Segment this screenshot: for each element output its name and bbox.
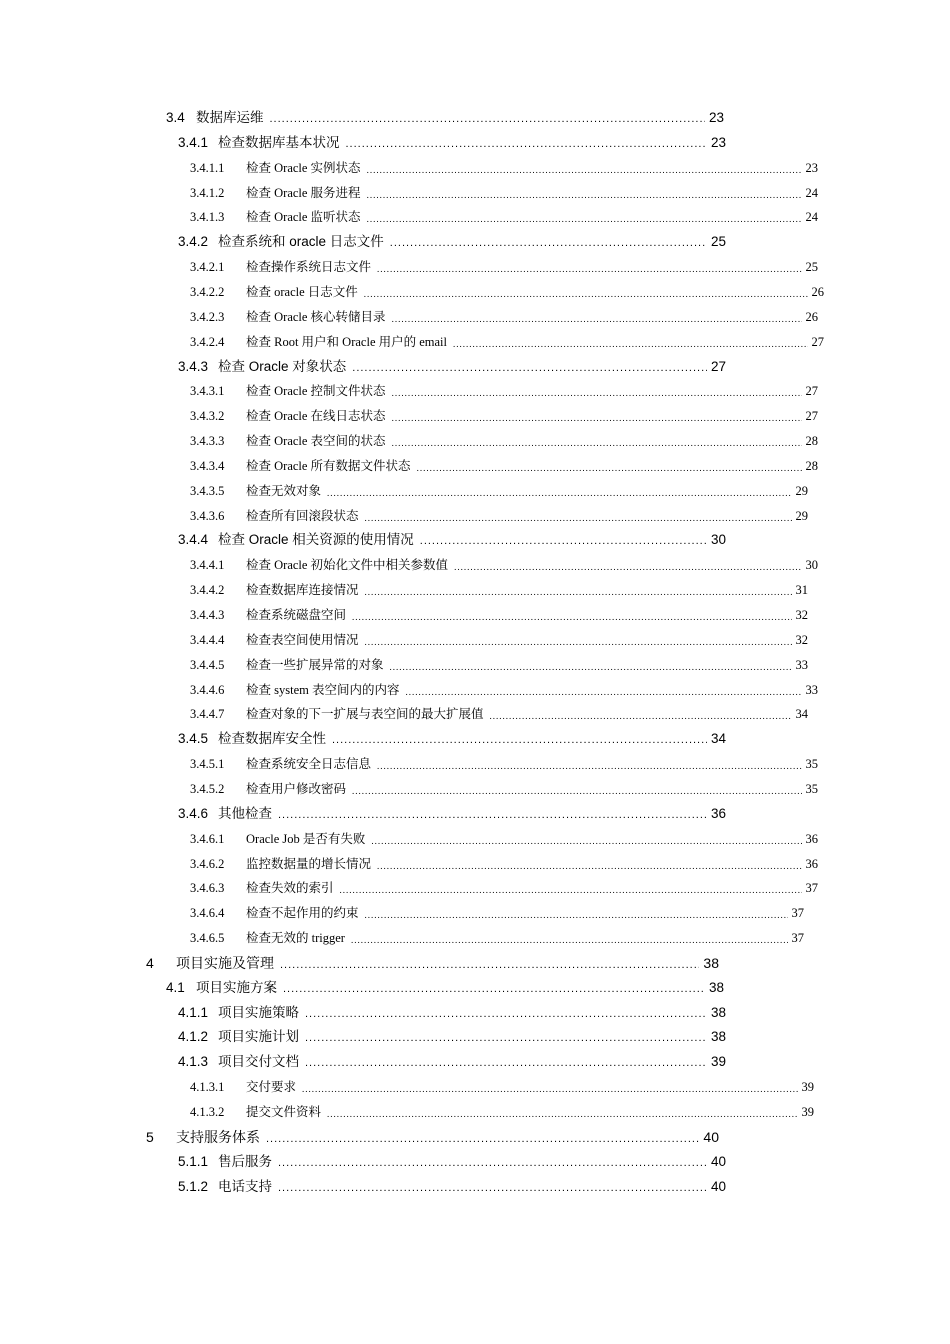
toc-entry-page: 27 [805,409,818,424]
toc-entry[interactable] [190,628,808,652]
toc-entry-page: 30 [805,558,818,573]
toc-entry-number: 4.1.3.2 [190,1105,225,1119]
toc-dot-leader [365,510,792,523]
toc-entry-title: 检查 Oracle 对象状态 [218,358,347,374]
toc-dot-leader [302,1082,797,1095]
toc-entry-title: 检查系统和 oracle 日志文件 [218,234,384,250]
toc-entry[interactable] [178,1150,726,1174]
toc-entry-title: 检查系统安全日志信息 [246,757,372,772]
toc-entry[interactable] [190,280,824,304]
toc-entry-number: 3.4.1.1 [190,160,225,175]
toc-entry[interactable] [178,802,726,826]
toc-entry[interactable] [190,926,804,950]
toc-entry-title: 检查 Oracle 相关资源的使用情况 [218,532,414,548]
toc-entry-number: 4.1.3 [178,1054,209,1070]
toc-entry[interactable] [146,951,719,975]
toc-entry-page: 27 [811,334,824,349]
toc-entry[interactable] [190,603,808,627]
toc-entry-title: 检查 Oracle 服务进程 [246,185,361,200]
toc-dot-leader [365,585,792,598]
toc-entry[interactable] [190,578,808,602]
toc-dot-leader [377,858,801,871]
toc-entry-page: 40 [710,1153,726,1169]
toc-entry-page: 39 [801,1105,814,1119]
toc-dot-leader [352,783,801,796]
toc-entry[interactable] [178,1025,726,1049]
toc-entry-number: 3.4.4.5 [190,657,225,672]
toc-entry-page: 32 [795,608,808,622]
toc-entry-title: 交付要求 [246,1080,297,1095]
toc-dot-leader [392,311,802,324]
toc-dot-leader [278,1155,707,1169]
toc-entry[interactable] [178,230,726,254]
toc-entry-number: 4 [146,954,154,971]
toc-entry-title: 检查 Oracle 控制文件状态 [246,384,386,399]
toc-entry[interactable] [166,976,724,1000]
toc-entry-number: 3.4.4.7 [190,707,225,722]
toc-dot-leader [417,460,802,473]
toc-entry-title: 检查系统磁盘空间 [246,608,347,622]
toc-entry-page: 39 [710,1054,726,1070]
toc-dot-leader [367,187,802,200]
toc-dot-leader [392,386,802,399]
toc-entry-title: 检查 Root 用户和 Oracle 用户的 email [246,334,448,349]
toc-entry-number: 3.4.3.1 [190,384,225,399]
toc-entry[interactable] [178,355,726,379]
toc-dot-leader [377,759,801,772]
toc-entry-number: 3.4.2 [178,234,209,250]
toc-entry-title: 检查表空间使用情况 [246,632,359,647]
toc-entry-page: 35 [805,757,818,772]
toc-dot-leader [332,733,707,747]
toc-dot-leader [367,162,802,175]
toc-entry[interactable] [190,752,818,776]
toc-entry-number: 3.4.3.6 [190,508,225,523]
toc-entry-title: 检查数据库基本状况 [218,134,340,150]
toc-entry-page: 39 [801,1080,814,1095]
toc-entry-number: 3.4.5.1 [190,757,225,772]
toc-entry-page: 38 [710,1029,726,1045]
toc-entry-page: 28 [805,434,818,449]
toc-entry-page: 25 [710,234,726,250]
toc-dot-leader [392,436,802,449]
toc-entry-number: 5.1.2 [178,1178,209,1194]
toc-entry[interactable] [146,1125,719,1149]
toc-entry-page: 38 [708,979,724,995]
toc-entry-number: 3.4.6.4 [190,906,225,921]
toc-entry[interactable] [190,653,808,677]
toc-dot-leader [305,1031,707,1045]
toc-entry-number: 3.4.2.2 [190,284,225,299]
toc-entry-page: 37 [791,931,804,946]
toc-entry[interactable] [190,479,808,503]
toc-entry-title: Oracle Job 是否有失败 [246,831,366,846]
toc-entry-title: 检查 Oracle 初始化文件中相关参数值 [246,558,449,573]
toc-dot-leader [352,610,791,623]
toc-entry-page: 33 [805,682,818,697]
toc-entry-page: 40 [710,1178,726,1194]
toc-entry[interactable] [178,1001,726,1025]
toc-entry-page: 37 [791,906,804,921]
toc-entry-number: 5 [146,1128,154,1145]
toc-entry[interactable] [190,379,818,403]
toc-entry-page: 37 [805,881,818,896]
toc-entry-number: 3.4.5 [178,731,209,747]
toc-entry-number: 3.4.3.5 [190,483,225,498]
toc-entry-number: 3.4.6.3 [190,881,225,896]
toc-dot-leader [454,560,801,573]
toc-entry-number: 3.4.3.4 [190,458,225,473]
toc-entry-page: 24 [805,210,818,225]
toc-entry[interactable] [190,305,818,329]
toc-entry-title: 检查一些扩展异常的对象 [246,657,384,672]
toc-entry[interactable] [190,255,818,279]
toc-dot-leader [364,286,808,299]
toc-dot-leader [305,1056,707,1070]
toc-dot-leader [278,1180,707,1194]
toc-entry-title: 检查 Oracle 在线日志状态 [246,409,386,424]
toc-entry-page: 23 [708,110,724,125]
toc-dot-leader [270,112,705,126]
toc-entry-number: 3.4.4.6 [190,682,225,697]
toc-entry-page: 23 [710,134,726,150]
toc-entry[interactable] [190,181,818,205]
toc-entry-number: 3.4.1.3 [190,210,225,225]
toc-entry-page: 40 [703,1128,719,1145]
toc-entry-page: 38 [703,954,719,971]
toc-entry-page: 35 [805,781,818,796]
toc-dot-leader [352,360,707,374]
toc-entry-page: 25 [805,260,818,275]
toc-entry-title: 检查对象的下一扩展与表空间的最大扩展值 [246,707,484,722]
toc-entry-title: 监控数据量的增长情况 [246,856,372,871]
toc-entry-page: 31 [795,583,808,598]
toc-dot-leader [266,1131,699,1145]
toc-entry-title: 检查 system 表空间内的内容 [246,682,400,697]
toc-entry-number: 4.1.1 [178,1004,209,1020]
toc-entry[interactable] [166,106,724,130]
toc-entry-number: 3.4.1.2 [190,185,225,200]
toc-entry[interactable] [190,205,818,229]
toc-dot-leader [390,659,792,672]
toc-entry-title: 售后服务 [218,1153,272,1169]
toc-entry[interactable] [190,901,804,925]
toc-entry[interactable] [178,131,726,155]
toc-entry-title: 检查 Oracle 核心转储目录 [246,309,386,324]
toc-entry-title: 数据库运维 [196,110,264,125]
toc-entry-title: 检查数据库连接情况 [246,583,359,598]
toc-entry[interactable] [190,553,818,577]
toc-entry-number: 3.4.6.2 [190,856,225,871]
toc-entry[interactable] [178,1175,726,1199]
toc-dot-leader [365,634,792,647]
toc-entry-page: 28 [805,458,818,473]
toc-entry-number: 5.1.1 [178,1153,209,1169]
toc-entry[interactable] [190,678,818,702]
toc-entry[interactable] [190,1075,814,1099]
toc-entry-title: 检查 Oracle 所有数据文件状态 [246,458,411,473]
toc-entry-page: 32 [795,632,808,647]
toc-dot-leader [453,336,807,349]
toc-dot-leader [490,709,792,722]
toc-entry-page: 33 [795,657,808,672]
toc-entry-title: 检查失效的索引 [246,881,334,896]
toc-entry[interactable] [190,156,818,180]
toc-entry-page: 36 [805,856,818,871]
toc-entry-title: 检查所有回滚段状态 [246,508,359,523]
toc-dot-leader [367,212,802,225]
toc-entry-title: 提交文件资料 [246,1105,322,1119]
toc-entry-page: 29 [795,508,808,523]
toc-entry[interactable] [178,528,726,552]
toc-entry[interactable] [190,852,818,876]
toc-entry-page: 36 [805,831,818,846]
toc-dot-leader [346,136,707,150]
toc-dot-leader [305,1006,707,1020]
toc-entry-number: 4.1.3.1 [190,1080,225,1095]
toc-dot-leader [351,933,788,946]
toc-entry-title: 检查用户修改密码 [246,781,347,796]
toc-entry-page: 24 [805,185,818,200]
toc-entry-page: 30 [710,532,726,548]
toc-entry-title: 项目实施计划 [218,1029,299,1045]
toc-entry-number: 3.4.6 [178,805,209,821]
toc-entry-number: 3.4.3.3 [190,434,225,449]
toc-entry-title: 其他检查 [218,805,272,821]
toc-entry-title: 检查无效对象 [246,483,322,498]
toc-dot-leader [371,833,801,846]
toc-entry-number: 3.4.2.4 [190,334,225,349]
toc-dot-leader [390,236,707,250]
toc-entry-page: 26 [811,284,824,299]
toc-entry-title: 支持服务体系 [176,1128,260,1145]
toc-entry-number: 3.4.2.1 [190,260,225,275]
toc-entry-title: 项目实施方案 [196,979,277,995]
toc-entry-page: 27 [805,384,818,399]
toc-entry[interactable] [190,404,818,428]
toc-entry[interactable] [190,1100,814,1124]
toc-entry-title: 检查数据库安全性 [218,731,326,747]
toc-entry-page: 27 [710,358,726,374]
toc-entry[interactable] [178,727,726,751]
toc-entry-page: 34 [710,731,726,747]
toc-entry-number: 3.4.4.4 [190,632,225,647]
toc-dot-leader [280,957,699,971]
toc-entry-title: 检查 oracle 日志文件 [246,284,358,299]
toc-entry-number: 3.4.3.2 [190,409,225,424]
toc-entry-number: 3.4.4 [178,532,209,548]
toc-entry-title: 电话支持 [218,1178,272,1194]
toc-entry-number: 3.4.4.3 [190,608,225,622]
toc-dot-leader [327,1107,797,1120]
toc-entry[interactable] [190,827,818,851]
toc-entry-number: 3.4.4.2 [190,583,225,598]
toc-entry-title: 检查 Oracle 实例状态 [246,160,361,175]
toc-dot-leader [392,411,802,424]
toc-entry-title: 项目实施策略 [218,1004,299,1020]
toc-dot-leader [365,908,788,921]
toc-dot-leader [420,534,707,548]
toc-entry[interactable] [190,702,808,726]
toc-entry-page: 36 [710,805,726,821]
toc-entry-number: 3.4.2.3 [190,309,225,324]
toc-entry-number: 4.1.2 [178,1029,209,1045]
toc-entry-number: 3.4.1 [178,134,209,150]
toc-entry-number: 3.4.3 [178,358,209,374]
toc-entry-title: 项目实施及管理 [176,954,274,971]
toc-entry-page: 26 [805,309,818,324]
toc-entry-number: 3.4.6.1 [190,831,225,846]
toc-entry-page: 38 [710,1004,726,1020]
toc-dot-leader [327,485,791,498]
toc-entry-title: 检查 Oracle 表空间的状态 [246,434,386,449]
toc-entry-page: 23 [805,160,818,175]
toc-entry-page: 29 [795,483,808,498]
toc-entry[interactable] [190,429,818,453]
toc-entry-number: 4.1 [166,979,185,995]
toc-entry-number: 3.4 [166,110,185,125]
toc-entry[interactable] [190,454,818,478]
toc-dot-leader [283,981,705,995]
toc-entry-title: 检查不起作用的约束 [246,906,359,921]
toc-entry-title: 检查操作系统日志文件 [246,260,372,275]
toc-entry-number: 3.4.6.5 [190,931,225,946]
toc-entry-page: 34 [795,707,808,722]
toc-dot-leader [405,684,801,697]
toc-dot-leader [340,883,802,896]
toc-entry[interactable] [190,876,818,900]
toc-entry-title: 检查 Oracle 监听状态 [246,210,361,225]
toc-entry-number: 3.4.4.1 [190,558,225,573]
toc-entry[interactable] [178,1050,726,1074]
toc-dot-leader [278,807,707,821]
toc-entry[interactable] [190,330,824,354]
toc-entry-title: 项目交付文档 [218,1054,299,1070]
toc-entry-number: 3.4.5.2 [190,781,225,796]
toc-entry[interactable] [190,504,808,528]
toc-dot-leader [377,262,801,275]
toc-entry[interactable] [190,777,818,801]
toc-entry-title: 检查无效的 trigger [246,931,345,946]
